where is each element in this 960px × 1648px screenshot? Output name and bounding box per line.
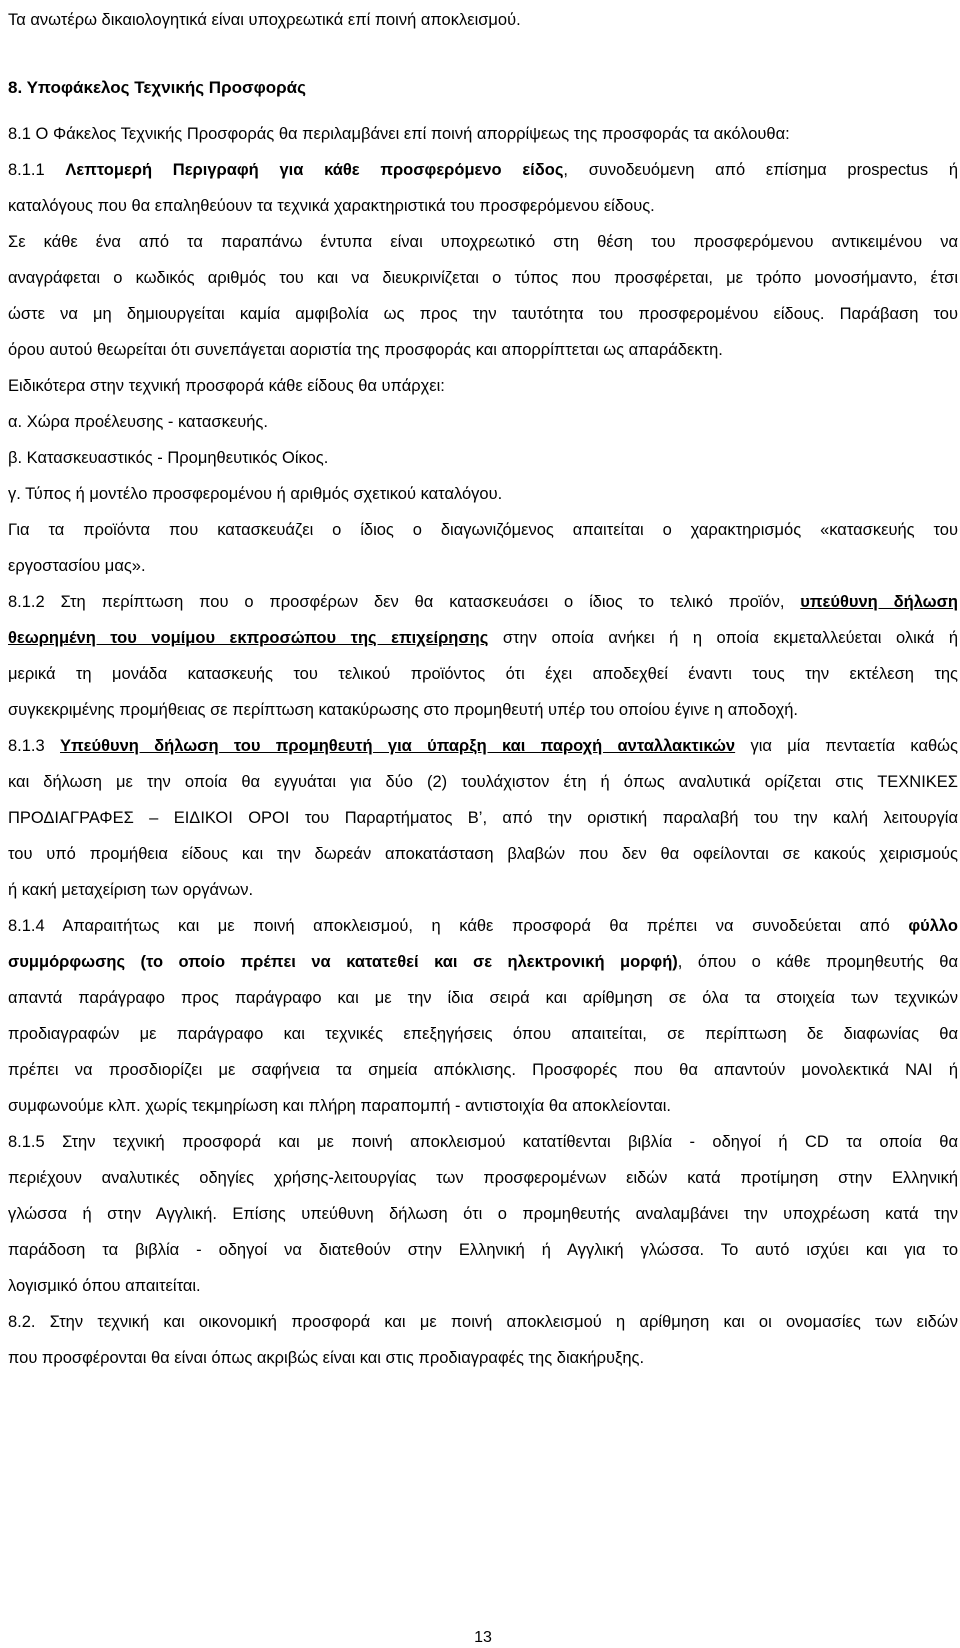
paragraph-8-1-4-line-2 [8,952,958,972]
paragraph-8-1-3-bold: Υπεύθυνη δήλωση του προμηθευτή για ύπαρξη και παροχή ανταλλακτικών [60,737,736,755]
paragraph-8-1-5-line-4: παράδοση τα βιβλία - οδηγοί να διατεθούν στην Ελληνική ή Αγγλική γλώσσα. Το αυτό ισχύει και για το [8,1241,958,1259]
paragraph-8-1-4-line-5: πρέπει να προσδιορίζει με σαφήνεια τα σημεία απόκλισης. Προσφορές που θα απαντούν μονολεκτικά ΝΑΙ ή [8,1061,958,1079]
paragraph-8-1-1-line-1 [8,160,958,180]
document-page [8,0,960,1647]
list-item-a: α. Χώρα προέλευσης - κατασκευής. [8,413,268,431]
paragraph-8-1-5-line-3: γλώσσα ή στην Αγγλική. Επίσης υπεύθυνη δήλωση ότι ο προμηθευτής αναλαμβάνει την υποχρέωση κατά την [8,1205,958,1223]
paragraph-8-2-line-2: που προσφέρονται θα είναι όπως ακριβώς είναι και στις προδιαγραφές της διακήρυξης. [8,1349,645,1367]
paragraph-8-1-2-bold-1: υπεύθυνη δήλωση [800,593,958,611]
paragraph-8-1-1-bold: Λεπτομερή Περιγραφή για κάθε προσφερόμενο είδος [65,161,564,179]
paragraph-8-2-line-1: 8.2. Στην τεχνική και οικονομική προσφορά και με ποινή αποκλεισμού η αρίθμηση και οι ονομασίες των ειδών [8,1313,958,1331]
paragraph-8-1: 8.1 Ο Φάκελος Τεχνικής Προσφοράς θα περιλαμβάνει επί ποινή απορρίψεως της προσφοράς τα ακόλουθα: [8,125,790,143]
paragraph-8-1-4-line-4: προδιαγραφών με παράγραφο και τεχνικές επεξηγήσεις όπου απαιτείται, σε περίπτωση δε διαφωνίας θα [8,1025,958,1043]
paragraph-8-1-4-text-2: , όπου ο κάθε προμηθευτής θα [677,953,958,971]
page-number: 13 [474,1629,492,1646]
paragraph-8-1-5-line-2: περιέχουν αναλυτικές οδηγίες χρήσης-λειτουργίας των προσφερομένων ειδών κατά προτίμηση στην Ελληνική [8,1169,958,1187]
paragraph-8-1-4-text-1: 8.1.4 Απαραιτήτως και με ποινή αποκλεισμού, η κάθε προσφορά θα πρέπει να συνοδεύεται από [8,917,890,935]
paragraph-8-1-2-bold-2: θεωρημένη του νομίμου εκπροσώπου της επιχείρησης [8,629,489,647]
paragraph-8-1-3-line-2: και δήλωση με την οποία θα εγγυάται για δύο (2) τουλάχιστον έτη ή όπως αναλυτικά ορίζεται στις ΤΕΧΝΙΚΕΣ [8,773,958,791]
paragraph-8-1-2-line-1 [8,592,958,612]
list-item-c: γ. Τύπος ή μοντέλο προσφερομένου ή αριθμός σχετικού καταλόγου. [8,485,503,503]
paragraph-8-1-2-text-2: στην οποία ανήκει ή η οποία εκμεταλλεύεται ολικά ή [502,629,958,647]
paragraph-8-1-1-rest: , συνοδευόμενη από επίσημα prospectus ή [563,161,959,179]
paragraph-8-1-1-line-2: καταλόγους που θα επαληθεύουν τα τεχνικά χαρακτηριστικά του προσφερόμενου είδους. [8,197,655,215]
paragraph-products-line-1: Για τα προϊόντα που κατασκευάζει ο ίδιος ο διαγωνιζόμενος απαιτείται ο χαρακτηρισμός «κατασκευής του [8,521,958,539]
paragraph-8-1-3-number: 8.1.3 [8,737,45,755]
paragraph-every-form-line-4: όρου αυτού θεωρείται ότι συνεπάγεται αοριστία της προσφοράς και απορρίπτεται ως απαράδεκτη. [8,341,723,359]
paragraph-8-1-3-line-3: ΠΡΟΔΙΑΓΡΑΦΕΣ – ΕΙΔΙΚΟΙ ΟΡΟΙ του Παραρτήματος Β’, από την οριστική παραλαβή του την καλή λειτουργία [8,809,958,827]
paragraph-8-1-1-number: 8.1.1 [8,161,45,179]
paragraph-8-1-4-bold-2: συμμόρφωσης (το οποίο πρέπει να κατατεθεί και σε ηλεκτρονική μορφή) [8,953,678,971]
paragraph-8-1-2-line-4: συγκεκριμένης προμήθειας σε περίπτωση κατακύρωσης στο προμηθευτή υπέρ του οποίου έγινε η αποδοχή. [8,701,798,719]
paragraph-8-1-3-line-4: του υπό προμήθεια είδους και την δωρεάν αποκατάσταση βλαβών που δεν θα οφείλονται σε κακούς χειρισμούς [8,845,958,863]
paragraph-8-1-4-line-6: συμφωνούμε κλπ. χωρίς τεκμηρίωση και πλήρη παραπομπή - αντιστοιχία θα αποκλείονται. [8,1097,672,1115]
paragraph-every-form-line-3: ώστε να μη δημιουργείται καμία αμφιβολία ως προς την ταυτότητα του προσφερομένου είδους. Παράβαση του [8,305,958,323]
paragraph-8-1-4-line-3: απαντά παράγραφο προς παράγραφο και με την ίδια σειρά και αρίθμηση σε όλα τα στοιχεία των τεχνικών [8,989,958,1007]
paragraph-8-1-3-line-1 [8,736,958,756]
paragraph-8-1-3-rest: για μία πενταετία καθώς [750,737,958,755]
section-8-heading: 8. Υποφάκελος Τεχνικής Προσφοράς [8,78,306,97]
paragraph-specifically: Ειδικότερα στην τεχνική προσφορά κάθε είδους θα υπάρχει: [8,377,445,395]
paragraph-products-line-2: εργοστασίου μας». [8,557,146,575]
paragraph-every-form-line-2: αναγράφεται ο κωδικός αριθμός του και να διευκρινίζεται ο τύπος που προσφέρεται, με τρόπο μονοσήμαντο, έτσι [8,269,958,287]
paragraph-8-1-3-line-5: ή κακή μεταχείριση των οργάνων. [8,881,254,899]
intro-line: Τα ανωτέρω δικαιολογητικά είναι υποχρεωτικά επί ποινή αποκλεισμού. [8,11,521,29]
list-item-b: β. Κατασκευαστικός - Προμηθευτικός Οίκος. [8,449,329,467]
paragraph-8-1-4-bold-1: φύλλο [908,917,958,935]
paragraph-8-1-2-line-2 [8,628,958,648]
paragraph-8-1-5-line-1: 8.1.5 Στην τεχνική προσφορά και με ποινή αποκλεισμού κατατίθενται βιβλία - οδηγοί ή CD τα οποία θα [8,1133,958,1151]
paragraph-8-1-4-line-1 [8,916,958,936]
paragraph-every-form-line-1: Σε κάθε ένα από τα παραπάνω έντυπα είναι υποχρεωτικό στη θέση του προσφερόμενου αντικειμένου να [8,233,958,251]
paragraph-8-1-2-text-1: 8.1.2 Στη περίπτωση που ο προσφέρων δεν θα κατασκευάσει ο ίδιος το τελικό προϊόν, [8,593,785,611]
paragraph-8-1-5-line-5: λογισμικό όπου απαιτείται. [8,1277,201,1295]
paragraph-8-1-2-line-3: μερικά τη μονάδα κατασκευής του τελικού προϊόντος ότι έχει αποδεχθεί έναντι τους την εκτέλεση της [8,665,958,683]
